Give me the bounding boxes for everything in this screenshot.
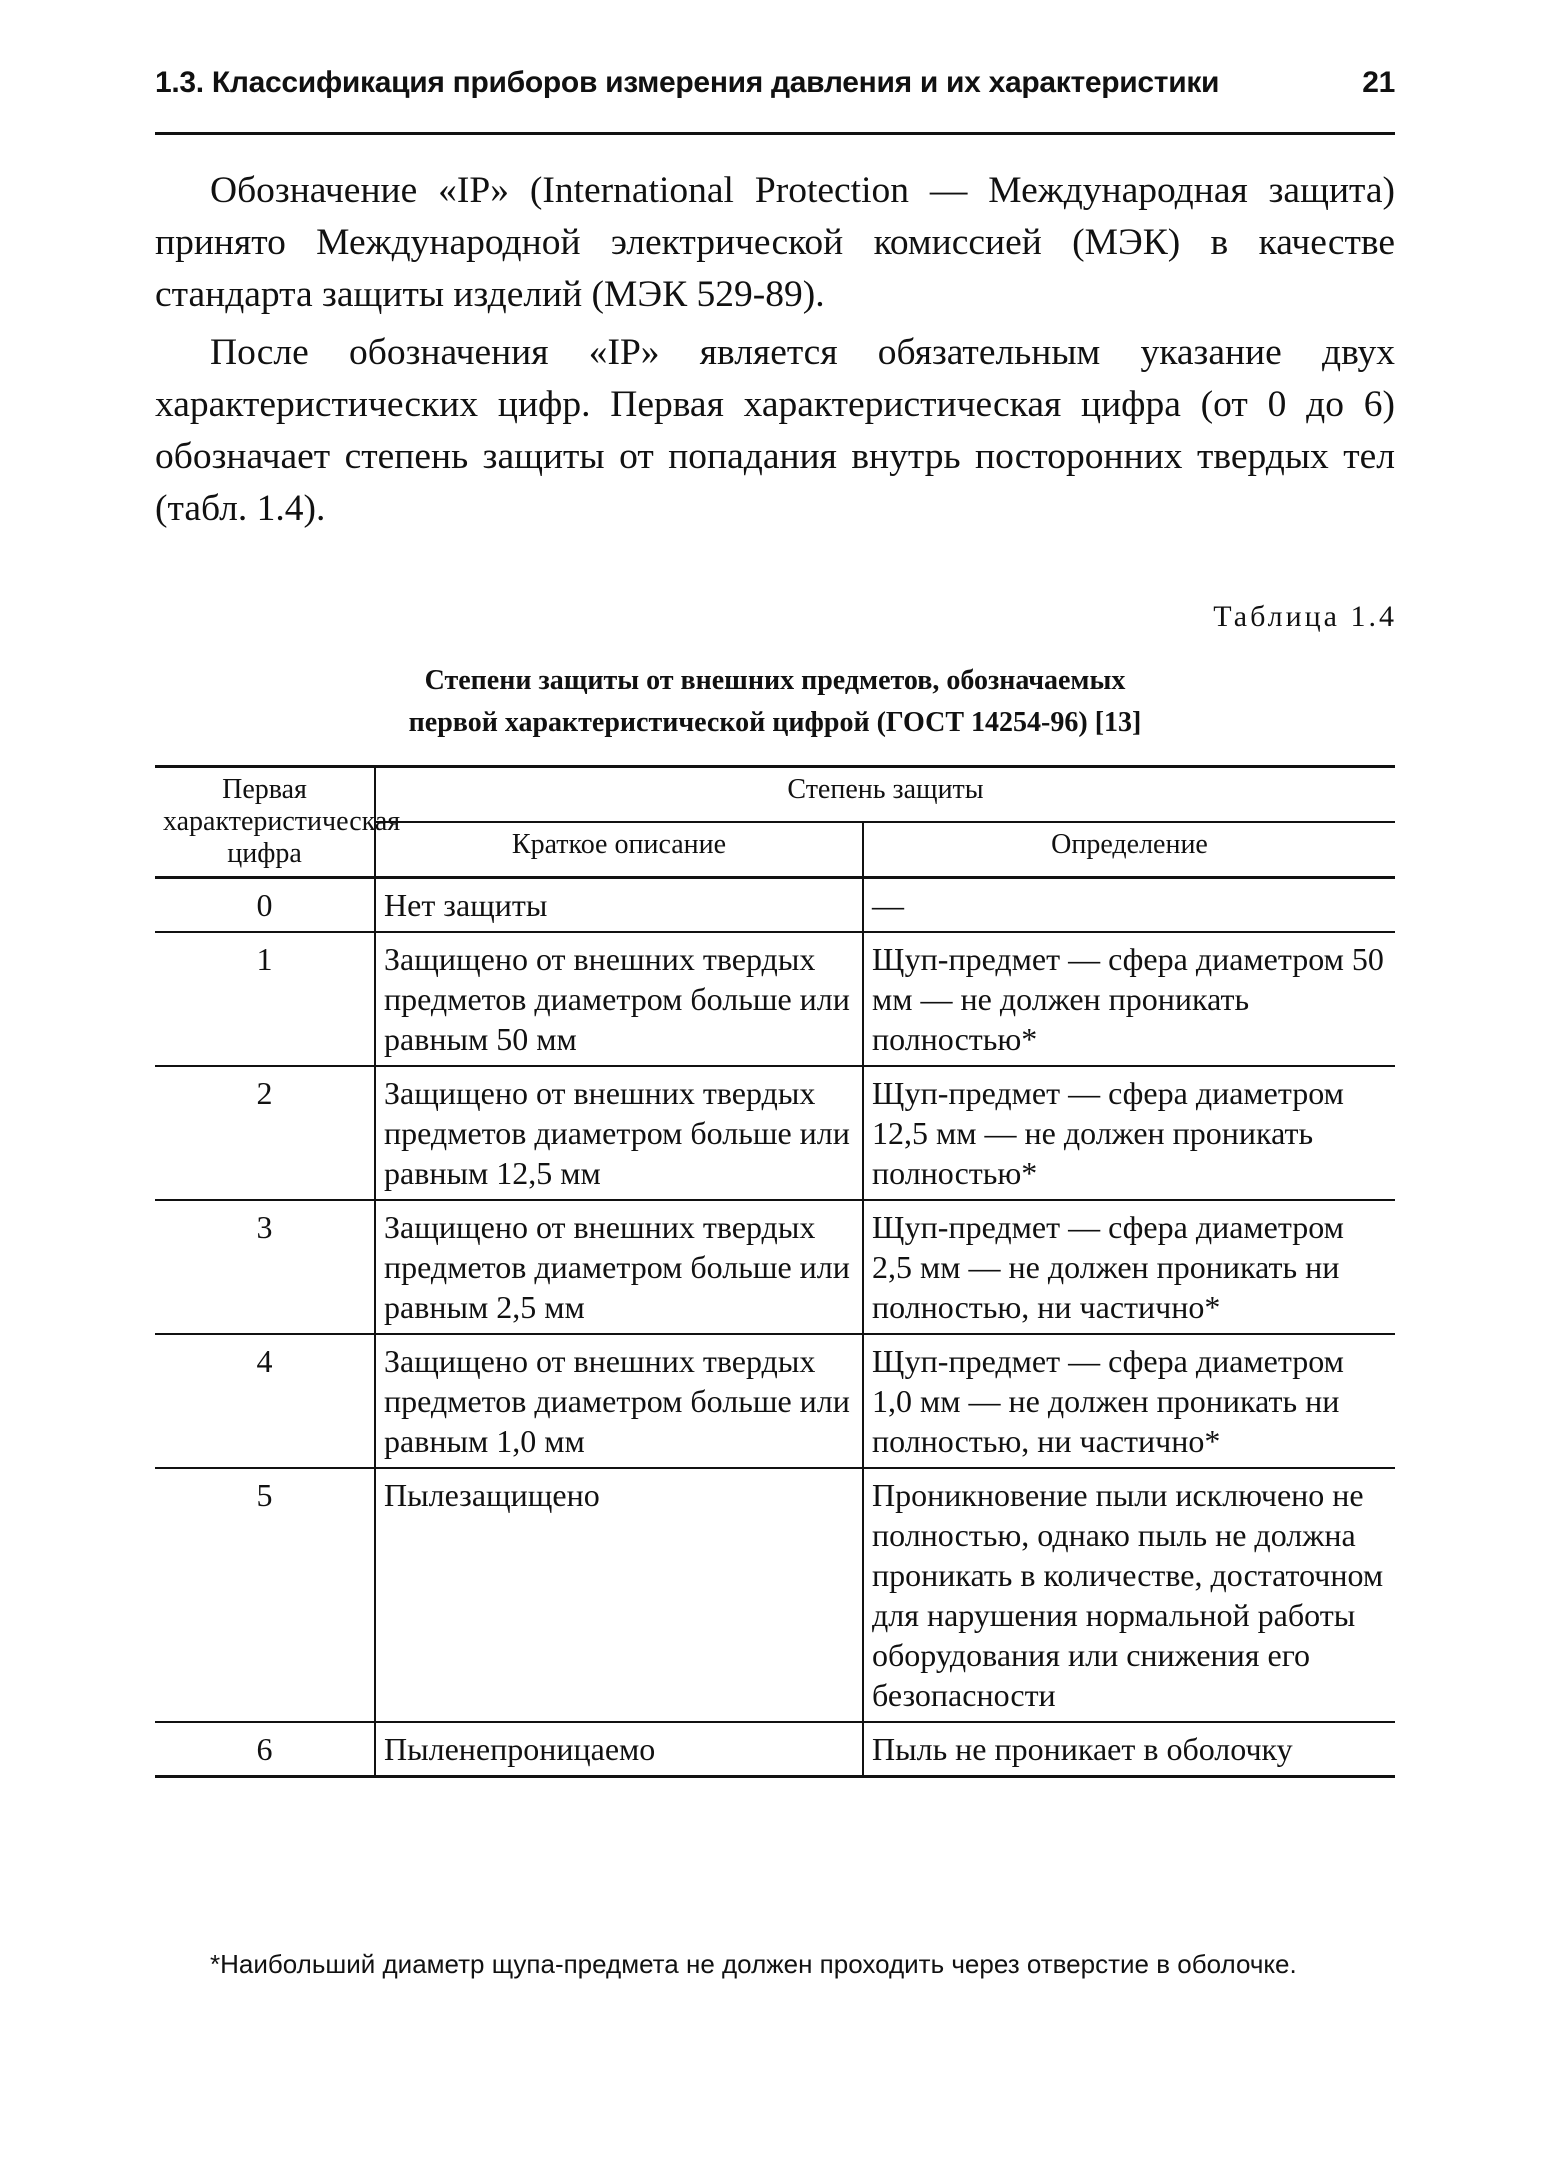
header-degree: Степень защиты xyxy=(375,767,1395,823)
cell-digit: 4 xyxy=(155,1334,375,1468)
table-title xyxy=(155,660,1395,744)
cell-short: Защищено от внешних твердых предметов диаметром больше или равным 12,5 мм xyxy=(375,1066,863,1200)
cell-definition: Щуп-предмет — сфера диаметром 50 мм — не должен проникать полностью* xyxy=(863,932,1395,1066)
page-number: 21 xyxy=(1362,66,1395,99)
cell-digit: 1 xyxy=(155,932,375,1066)
cell-digit: 3 xyxy=(155,1200,375,1334)
cell-short: Пыленепроницаемо xyxy=(375,1722,863,1777)
table-row xyxy=(155,878,1395,933)
section-title: 1.3. Классификация приборов измерения давления и их характеристики xyxy=(155,66,1220,99)
cell-short: Пылезащищено xyxy=(375,1468,863,1722)
header-first-digit: Первая характеристическая цифра xyxy=(155,767,375,878)
header-definition: Определение xyxy=(863,822,1395,878)
cell-definition: Щуп-предмет — сфера диаметром 1,0 мм — не должен проникать ни полностью, ни частично* xyxy=(863,1334,1395,1468)
cell-definition: Щуп-предмет — сфера диаметром 12,5 мм — не должен проникать полностью* xyxy=(863,1066,1395,1200)
table-row xyxy=(155,1722,1395,1777)
table-row xyxy=(155,1334,1395,1468)
table-label: Таблица 1.4 xyxy=(1213,600,1397,633)
cell-digit: 2 xyxy=(155,1066,375,1200)
paragraph-ip-definition: Обозначение «IP» (International Protection — Международная защита) принято Международной электрической комиссией (МЭК) в качестве стандарта защиты изделий (МЭК 529-89). xyxy=(155,170,1395,315)
table-title-line-1: Степени защиты от внешних предметов, обозначаемых xyxy=(424,665,1126,696)
table-row xyxy=(155,1200,1395,1334)
table-header-row xyxy=(155,767,1395,823)
cell-digit: 0 xyxy=(155,878,375,933)
header-short-description: Краткое описание xyxy=(375,822,863,878)
cell-definition: Щуп-предмет — сфера диаметром 2,5 мм — не должен проникать ни полностью, ни частично* xyxy=(863,1200,1395,1334)
cell-short: Защищено от внешних твердых предметов диаметром больше или равным 2,5 мм xyxy=(375,1200,863,1334)
table-row xyxy=(155,1468,1395,1722)
table-title-line-2: первой характеристической цифрой (ГОСТ 14254-96) [13] xyxy=(408,707,1142,738)
header-rule xyxy=(155,132,1395,135)
cell-digit: 5 xyxy=(155,1468,375,1722)
cell-definition: Проникновение пыли исключено не полностью, однако пыль не должна проникать в количестве, достаточном для нарушения нормальной работы оборудования или снижения его безопасности xyxy=(863,1468,1395,1722)
footnote: *Наибольший диаметр щупа-предмета не должен проходить через отверстие в оболочке. xyxy=(210,1949,1297,1979)
cell-short: Защищено от внешних твердых предметов диаметром больше или равным 1,0 мм xyxy=(375,1334,863,1468)
cell-digit: 6 xyxy=(155,1722,375,1777)
cell-definition: Пыль не проникает в оболочку xyxy=(863,1722,1395,1777)
table-row xyxy=(155,932,1395,1066)
cell-definition: — xyxy=(863,878,1395,933)
table-row xyxy=(155,1066,1395,1200)
protection-table xyxy=(155,765,1395,1778)
paragraph-ip-digits: После обозначения «IP» является обязательным указание двух характеристических цифр. Первая характеристическая цифра (от 0 до 6) обозначает степень защиты от попадания внутрь посторонних твердых тел (табл. 1.4). xyxy=(155,332,1395,529)
running-header xyxy=(155,66,1395,100)
cell-short: Нет защиты xyxy=(375,878,863,933)
cell-short: Защищено от внешних твердых предметов диаметром больше или равным 50 мм xyxy=(375,932,863,1066)
